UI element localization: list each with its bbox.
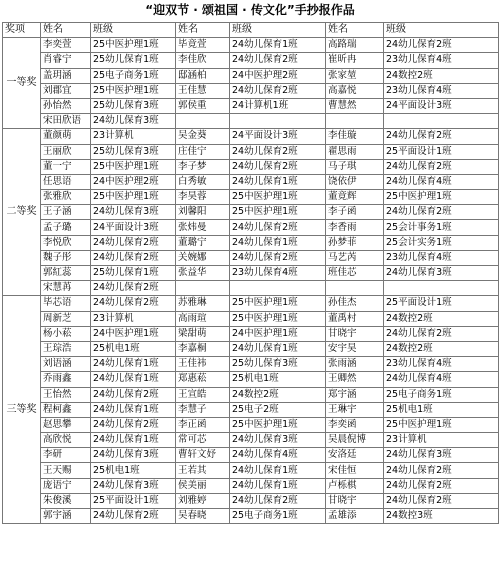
student-name: 王子涵: [41, 205, 91, 220]
header-award: 奖项: [3, 23, 41, 38]
class-name: 24幼儿保育2班: [230, 220, 326, 235]
student-name: 李奕萱: [41, 38, 91, 53]
class-name: 24幼儿保育2班: [230, 83, 326, 98]
class-name: [384, 114, 499, 129]
class-name: 24幼儿保育4班: [384, 372, 499, 387]
class-name: 24幼儿保育2班: [91, 235, 176, 250]
class-name: 24平面设计3班: [91, 220, 176, 235]
class-name: 23幼儿保育4班: [384, 250, 499, 265]
class-name: 24幼儿保育2班: [91, 296, 176, 311]
class-name: 24幼儿保育2班: [384, 493, 499, 508]
class-name: 24幼儿保育3班: [230, 433, 326, 448]
class-name: 25中医护理1班: [91, 38, 176, 53]
student-name: 饶依伊: [326, 174, 384, 189]
student-name: 李昊蓉: [176, 190, 230, 205]
student-name: 李嘉桐: [176, 341, 230, 356]
student-name: 李研: [41, 448, 91, 463]
table-row: [3, 235, 499, 250]
student-name: 魏子彤: [41, 250, 91, 265]
student-name: 乔雨鑫: [41, 372, 91, 387]
student-name: [326, 281, 384, 296]
table-row: [3, 159, 499, 174]
table-row: [3, 83, 499, 98]
class-name: 23计算机: [91, 129, 176, 144]
class-name: 24幼儿保育2班: [384, 129, 499, 144]
class-name: 25中医护理1班: [230, 311, 326, 326]
student-name: 宋慧苒: [41, 281, 91, 296]
class-name: 23幼儿保育4班: [230, 266, 326, 281]
class-name: 25幼儿保育3班: [230, 357, 326, 372]
student-name: 张益华: [176, 266, 230, 281]
class-name: 25中医护理1班: [230, 190, 326, 205]
student-name: 梁甜萌: [176, 326, 230, 341]
student-name: 刘语涵: [41, 357, 91, 372]
student-name: 王天赐: [41, 463, 91, 478]
student-name: 张雨涵: [326, 357, 384, 372]
student-name: 高欣悦: [41, 433, 91, 448]
class-name: 25中医护理1班: [91, 190, 176, 205]
table-row: [3, 493, 499, 508]
class-name: 24幼儿保育1班: [230, 174, 326, 189]
student-name: 李佳欣: [176, 53, 230, 68]
class-name: 24平面设计3班: [230, 129, 326, 144]
class-name: 25平面设计1班: [384, 144, 499, 159]
student-name: 高嘉悦: [326, 83, 384, 98]
class-name: 24幼儿保育2班: [384, 478, 499, 493]
class-name: 25机电1班: [384, 402, 499, 417]
header-class-3: 班级: [384, 23, 499, 38]
class-name: 24幼儿保育2班: [230, 53, 326, 68]
class-name: 24幼儿保育2班: [230, 144, 326, 159]
student-name: 高雨瑄: [176, 311, 230, 326]
student-name: 董一宁: [41, 159, 91, 174]
student-name: 甘晓宇: [326, 326, 384, 341]
student-name: 董竟辉: [326, 190, 384, 205]
table-row: [3, 372, 499, 387]
student-name: 李正函: [176, 417, 230, 432]
student-name: 马艺芮: [326, 250, 384, 265]
class-name: 24幼儿保育3班: [91, 448, 176, 463]
class-name: 24幼儿保育1班: [91, 433, 176, 448]
student-name: 侯美丽: [176, 478, 230, 493]
table-row: [3, 478, 499, 493]
class-name: 23计算机: [384, 433, 499, 448]
class-name: [384, 281, 499, 296]
table-row: [3, 266, 499, 281]
student-name: 安洛廷: [326, 448, 384, 463]
student-name: 高路瑞: [326, 38, 384, 53]
student-name: 刘雅婷: [176, 493, 230, 508]
student-name: 庄佳宁: [176, 144, 230, 159]
class-name: 24幼儿保育2班: [230, 493, 326, 508]
class-name: 24数控2班: [384, 341, 499, 356]
award-table-body: [3, 23, 499, 524]
table-row: [3, 326, 499, 341]
student-name: 任思语: [41, 174, 91, 189]
class-name: 25中医护理1班: [91, 159, 176, 174]
student-name: 孙怡然: [41, 98, 91, 113]
student-name: 吴春晓: [176, 509, 230, 524]
class-name: 24幼儿保育2班: [91, 281, 176, 296]
class-name: 24幼儿保育2班: [230, 250, 326, 265]
student-name: 王佳祎: [176, 357, 230, 372]
class-name: 25中医护理1班: [230, 296, 326, 311]
header-name-2: 姓名: [176, 23, 230, 38]
student-name: 李子函: [326, 205, 384, 220]
table-row: [3, 144, 499, 159]
student-name: 吴金葵: [176, 129, 230, 144]
class-name: 24数控2班: [384, 68, 499, 83]
class-name: [230, 114, 326, 129]
table-row: [3, 38, 499, 53]
header-name-3: 姓名: [326, 23, 384, 38]
student-name: 曹轩文妤: [176, 448, 230, 463]
table-row: [3, 402, 499, 417]
table-row: [3, 129, 499, 144]
student-name: 常可芯: [176, 433, 230, 448]
table-row: [3, 387, 499, 402]
class-name: 25幼儿保育1班: [91, 53, 176, 68]
student-name: 周新芝: [41, 311, 91, 326]
student-name: 王丽欣: [41, 144, 91, 159]
class-name: 24幼儿保育2班: [384, 326, 499, 341]
student-name: 孙佳杰: [326, 296, 384, 311]
class-name: 25幼儿保育3班: [91, 98, 176, 113]
student-name: 甘晓宇: [326, 493, 384, 508]
student-name: 王宣皓: [176, 387, 230, 402]
class-name: 23计算机: [91, 311, 176, 326]
award-level: 二等奖: [3, 129, 41, 296]
class-name: 24中医护理1班: [230, 326, 326, 341]
class-name: 25机电1班: [230, 372, 326, 387]
class-name: 25平面设计1班: [384, 296, 499, 311]
student-name: 关婉娜: [176, 250, 230, 265]
award-level: 三等奖: [3, 296, 41, 524]
student-name: 邸涵柏: [176, 68, 230, 83]
student-name: 杨小菘: [41, 326, 91, 341]
table-row: [3, 296, 499, 311]
class-name: 24幼儿保育2班: [91, 417, 176, 432]
class-name: 24幼儿保育2班: [384, 159, 499, 174]
table-row: [3, 281, 499, 296]
table-row: [3, 114, 499, 129]
student-name: 安宇昊: [326, 341, 384, 356]
class-name: 25机电1班: [91, 463, 176, 478]
student-name: 吴晨倪博: [326, 433, 384, 448]
class-name: 24中医护理2班: [230, 68, 326, 83]
student-name: 翟思雨: [326, 144, 384, 159]
student-name: 郭紅蕊: [41, 266, 91, 281]
student-name: 苏雅琳: [176, 296, 230, 311]
student-name: 肖睿宁: [41, 53, 91, 68]
class-name: 25中医护理1班: [230, 417, 326, 432]
class-name: 23幼儿保育4班: [384, 357, 499, 372]
student-name: 卢栎棋: [326, 478, 384, 493]
student-name: 王怡然: [41, 387, 91, 402]
class-name: 25机电1班: [91, 341, 176, 356]
class-name: 24幼儿保育2班: [384, 205, 499, 220]
student-name: 郭宇涵: [41, 509, 91, 524]
student-name: 刘郡宜: [41, 83, 91, 98]
class-name: 25中医护理1班: [384, 417, 499, 432]
student-name: 孟子璐: [41, 220, 91, 235]
class-name: 24幼儿保育1班: [230, 38, 326, 53]
table-row: [3, 357, 499, 372]
class-name: 23幼儿保育4班: [384, 83, 499, 98]
class-name: 25会计实务1班: [384, 235, 499, 250]
student-name: 王琳宇: [326, 402, 384, 417]
header-class-2: 班级: [230, 23, 326, 38]
class-name: 24幼儿保育2班: [384, 38, 499, 53]
student-name: 张雅欣: [41, 190, 91, 205]
table-row: [3, 53, 499, 68]
student-name: 郑宇涵: [326, 387, 384, 402]
student-name: 刘馨阳: [176, 205, 230, 220]
student-name: 盖玥涵: [41, 68, 91, 83]
student-name: 王若其: [176, 463, 230, 478]
student-name: 郑惠菘: [176, 372, 230, 387]
class-name: 24幼儿保育1班: [91, 402, 176, 417]
class-name: [230, 281, 326, 296]
student-name: 李奕函: [326, 417, 384, 432]
student-name: 宋佳恒: [326, 463, 384, 478]
table-row: [3, 463, 499, 478]
student-name: 董璐宁: [176, 235, 230, 250]
class-name: 25会计事务1班: [384, 220, 499, 235]
student-name: 庞语宁: [41, 478, 91, 493]
class-name: 24幼儿保育3班: [384, 448, 499, 463]
student-name: 李悦欣: [41, 235, 91, 250]
student-name: 赵思攀: [41, 417, 91, 432]
student-name: 王琮浩: [41, 341, 91, 356]
class-name: 24幼儿保育4班: [384, 174, 499, 189]
table-row: [3, 417, 499, 432]
class-name: 24数控3班: [384, 509, 499, 524]
table-row: [3, 68, 499, 83]
table-row: [3, 220, 499, 235]
class-name: 25幼儿保育1班: [91, 266, 176, 281]
table-row: [3, 433, 499, 448]
student-name: 李香雨: [326, 220, 384, 235]
student-name: 班佳芯: [326, 266, 384, 281]
student-name: 王卿然: [326, 372, 384, 387]
student-name: 孟雄添: [326, 509, 384, 524]
class-name: 24幼儿保育1班: [230, 478, 326, 493]
student-name: 宋田欣语: [41, 114, 91, 129]
class-name: 24幼儿保育3班: [91, 205, 176, 220]
student-name: 李子梦: [176, 159, 230, 174]
class-name: 24幼儿保育1班: [91, 372, 176, 387]
class-name: 25幼儿保育3班: [91, 144, 176, 159]
class-name: 24幼儿保育1班: [230, 341, 326, 356]
class-name: 24幼儿保育2班: [91, 387, 176, 402]
student-name: 马子琪: [326, 159, 384, 174]
class-name: 24幼儿保育2班: [230, 159, 326, 174]
class-name: 24幼儿保育2班: [91, 509, 176, 524]
class-name: 24中医护理2班: [91, 174, 176, 189]
table-row: [3, 509, 499, 524]
class-name: 25电子商务1班: [91, 68, 176, 83]
student-name: 张家堃: [326, 68, 384, 83]
class-name: 24幼儿保育1班: [230, 235, 326, 250]
table-row: [3, 205, 499, 220]
class-name: 24中医护理1班: [91, 326, 176, 341]
student-name: [176, 114, 230, 129]
student-name: 孙梦菲: [326, 235, 384, 250]
student-name: 郭侯重: [176, 98, 230, 113]
class-name: 24数控2班: [384, 311, 499, 326]
table-row: [3, 190, 499, 205]
award-table: [2, 22, 499, 524]
student-name: 程柯鑫: [41, 402, 91, 417]
student-name: 毕芯语: [41, 296, 91, 311]
student-name: 白秀敏: [176, 174, 230, 189]
class-name: 24数控2班: [230, 387, 326, 402]
class-name: 24幼儿保育2班: [384, 463, 499, 478]
class-name: 24幼儿保育2班: [91, 250, 176, 265]
class-name: 25电子商务1班: [384, 387, 499, 402]
table-row: [3, 448, 499, 463]
student-name: 朱俊溪: [41, 493, 91, 508]
student-name: 张炜曼: [176, 220, 230, 235]
class-name: 24幼儿保育3班: [91, 478, 176, 493]
class-name: 24幼儿保育1班: [91, 357, 176, 372]
class-name: 24幼儿保育4班: [230, 448, 326, 463]
class-name: 24计算机1班: [230, 98, 326, 113]
class-name: 25中医护理1班: [384, 190, 499, 205]
student-name: 毕竟萱: [176, 38, 230, 53]
student-name: 崔昕冉: [326, 53, 384, 68]
header-class-1: 班级: [91, 23, 176, 38]
student-name: 王佳慧: [176, 83, 230, 98]
table-row: [3, 250, 499, 265]
student-name: 董禹村: [326, 311, 384, 326]
table-row: [3, 98, 499, 113]
header-row: [3, 23, 499, 38]
class-name: 24幼儿保育3班: [384, 266, 499, 281]
award-level: 一等奖: [3, 38, 41, 129]
student-name: [176, 281, 230, 296]
class-name: 25电子2班: [230, 402, 326, 417]
class-name: 25中医护理1班: [91, 83, 176, 98]
class-name: 25中医护理1班: [230, 205, 326, 220]
student-name: 李佳璇: [326, 129, 384, 144]
class-name: 25电子商务1班: [230, 509, 326, 524]
student-name: [326, 114, 384, 129]
sheet-title: “迎双节 · 颂祖国 · 传文化”手抄报作品: [145, 3, 355, 17]
class-name: 25平面设计1班: [91, 493, 176, 508]
class-name: 24平面设计3班: [384, 98, 499, 113]
table-row: [3, 174, 499, 189]
class-name: 24幼儿保育3班: [91, 114, 176, 129]
table-row: [3, 341, 499, 356]
class-name: 23幼儿保育4班: [384, 53, 499, 68]
table-row: [3, 311, 499, 326]
class-name: 24幼儿保育1班: [230, 463, 326, 478]
student-name: 曹慧然: [326, 98, 384, 113]
student-name: 李慧子: [176, 402, 230, 417]
student-name: 董颜萌: [41, 129, 91, 144]
header-name-1: 姓名: [41, 23, 91, 38]
